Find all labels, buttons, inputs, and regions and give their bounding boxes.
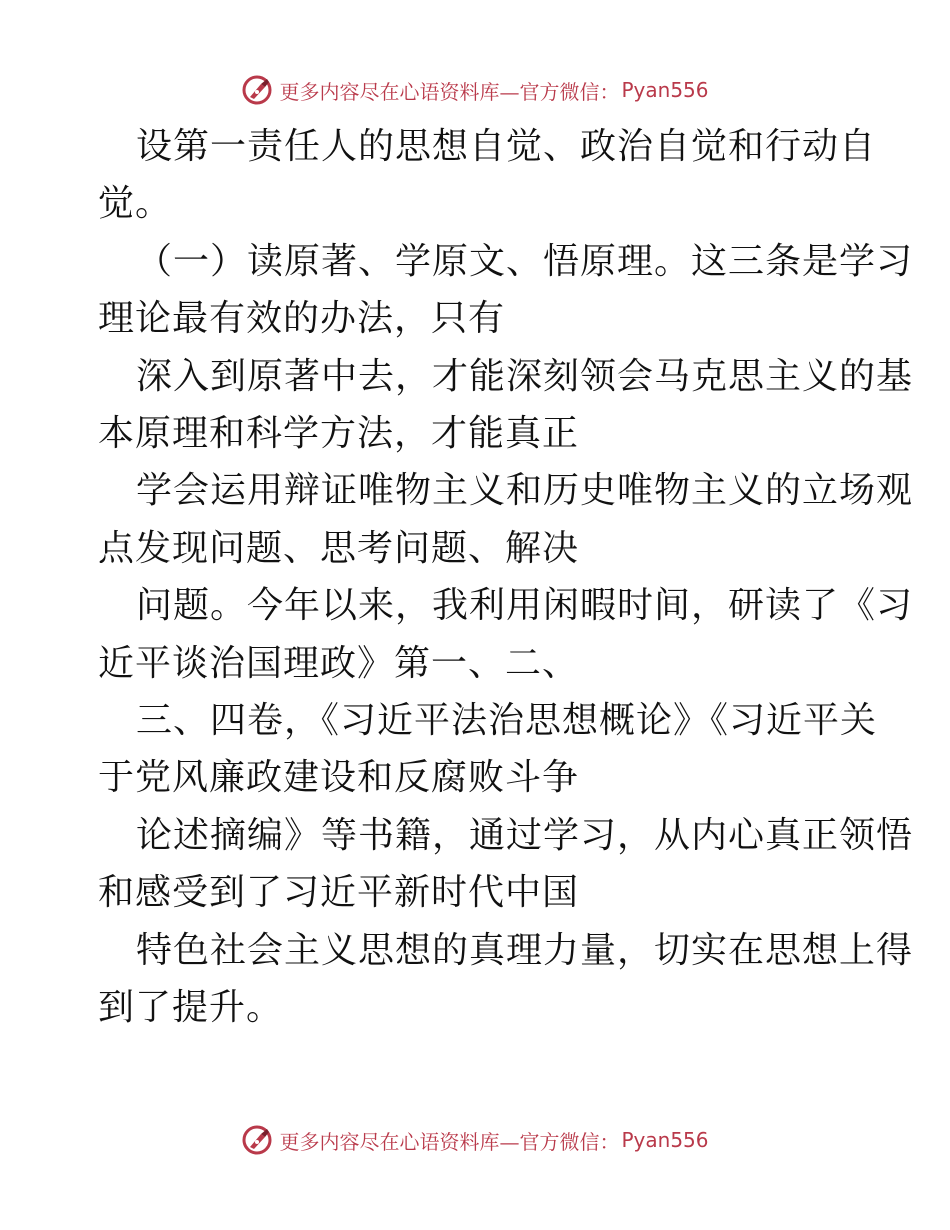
text-line: 学会运用辩证唯物主义和历史唯物主义的立场观 <box>136 470 914 512</box>
text-line: 三、四卷，《习近平法治思想概论》《习近平关 <box>136 700 878 742</box>
footer-banner <box>0 1120 950 1160</box>
text-line: 到了提升。 <box>98 987 284 1029</box>
text-line: 本原理和科学方法，才能真正 <box>98 413 580 455</box>
text-line: 近平谈治国理政》第一、二、 <box>98 642 580 684</box>
text-line: 觉。 <box>98 183 173 225</box>
text-line: 于党风廉政建设和反腐败斗争 <box>98 757 580 799</box>
text-line: 论述摘编》等书籍，通过学习，从内心真正领悟 <box>136 814 914 856</box>
header-banner <box>0 70 950 110</box>
text-line: 点发现问题、思考问题、解决 <box>98 527 580 569</box>
header-banner-text: 更多内容尽在心语资料库—官方微信： <box>279 79 620 104</box>
footer-wechat-id: Pyan556 <box>621 1128 709 1152</box>
document-body <box>98 118 914 1037</box>
text-line: （一）读原著、学原文、悟原理。这三条是学习 <box>136 240 914 282</box>
text-line: 深入到原著中去，才能深刻领会马克思主义的基 <box>136 355 914 397</box>
pen-nib-circle-logo-icon <box>241 1124 273 1156</box>
text-line: 特色社会主义思想的真理力量，切实在思想上得 <box>136 929 914 971</box>
pen-nib-circle-logo-icon <box>241 74 273 106</box>
header-wechat-id: Pyan556 <box>621 78 709 102</box>
text-line: 设第一责任人的思想自觉、政治自觉和行动自 <box>136 126 877 167</box>
text-line: 和感受到了习近平新时代中国 <box>98 872 580 914</box>
footer-banner-text: 更多内容尽在心语资料库—官方微信： <box>279 1129 620 1154</box>
text-line: 问题。今年以来，我利用闲暇时间，研读了《习 <box>136 585 914 627</box>
text-line: 理论最有效的办法，只有 <box>98 298 506 340</box>
